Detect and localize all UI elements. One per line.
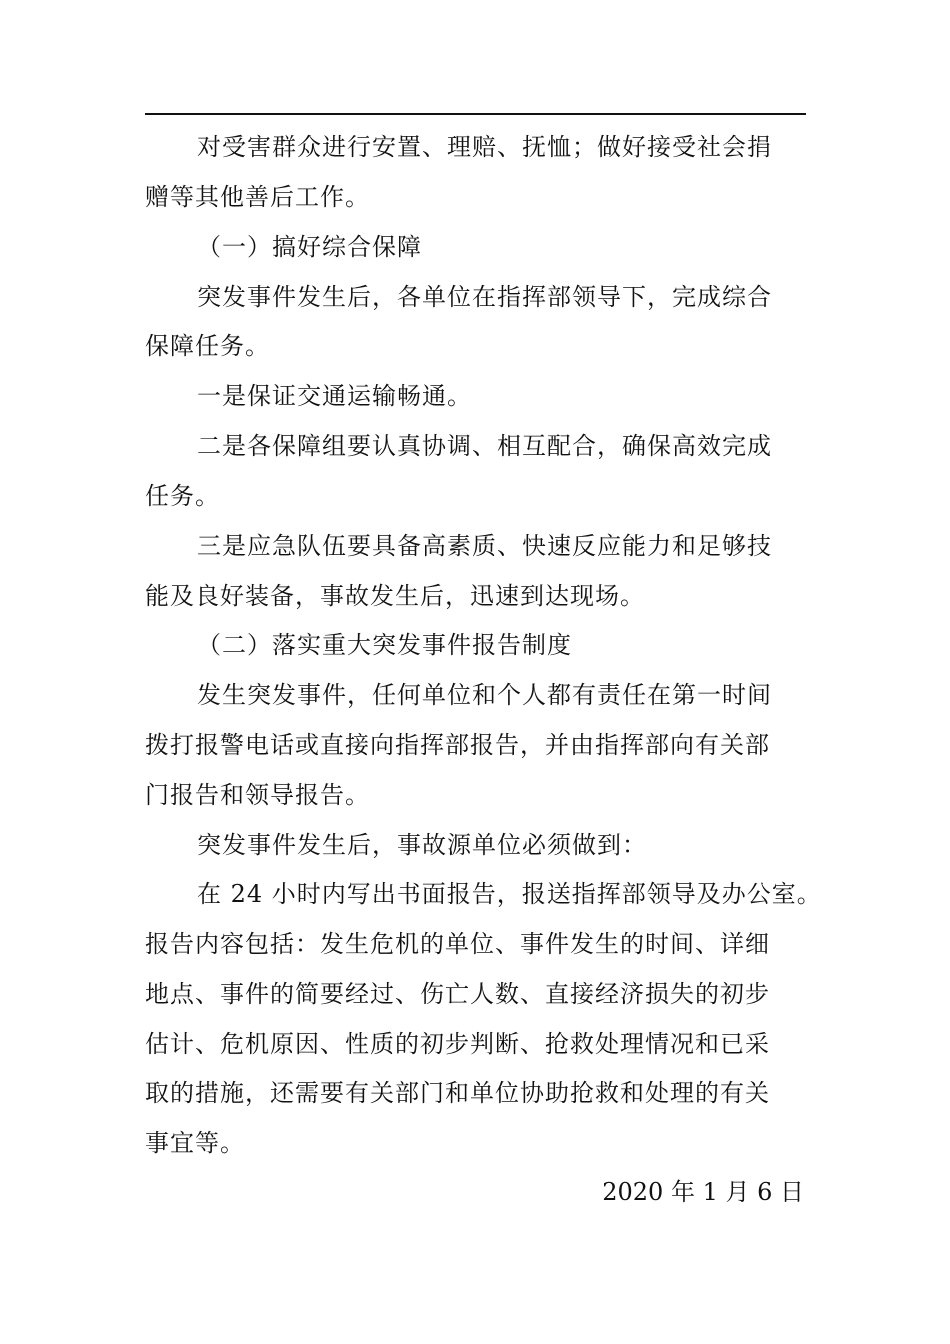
document-date: 2020 年 1 月 6 日: [602, 1178, 804, 1206]
text-line-15: 突发事件发生后，事故源单位必须做到：: [197, 831, 647, 859]
text-line-18: 地点、事件的简要经过、伤亡人数、直接经济损失的初步: [145, 980, 770, 1008]
section-heading-1: （一）搞好综合保障: [197, 233, 422, 261]
text-line-4: 突发事件发生后，各单位在指挥部领导下，完成综合: [197, 283, 772, 311]
text-line-14: 门报告和领导报告。: [145, 781, 370, 809]
text-line-9: 三是应急队伍要具备高素质、快速反应能力和足够技: [197, 532, 772, 560]
text-line-16: 在 24 小时内写出书面报告，报送指挥部领导及办公室。: [197, 880, 822, 908]
text-line-8: 任务。: [145, 482, 220, 510]
text-line-6: 一是保证交通运输畅通。: [197, 382, 472, 410]
text-line-13: 拨打报警电话或直接向指挥部报告，并由指挥部向有关部: [145, 731, 770, 759]
text-line-7: 二是各保障组要认真协调、相互配合，确保高效完成: [197, 432, 772, 460]
text-line-19: 估计、危机原因、性质的初步判断、抢救处理情况和已采: [145, 1030, 770, 1058]
text-line-5: 保障任务。: [145, 332, 270, 360]
text-line-17: 报告内容包括：发生危机的单位、事件发生的时间、详细: [145, 930, 770, 958]
section-heading-2: （二）落实重大突发事件报告制度: [197, 631, 572, 659]
text-line-10: 能及良好装备，事故发生后，迅速到达现场。: [145, 582, 645, 610]
text-line-12: 发生突发事件，任何单位和个人都有责任在第一时间: [197, 681, 772, 709]
header-rule: [145, 113, 806, 115]
text-line-21: 事宜等。: [145, 1129, 245, 1157]
text-line-1: 对受害群众进行安置、理赔、抚恤；做好接受社会捐: [197, 133, 772, 161]
text-line-20: 取的措施，还需要有关部门和单位协助抢救和处理的有关: [145, 1079, 770, 1107]
text-line-2: 赠等其他善后工作。: [145, 183, 370, 211]
